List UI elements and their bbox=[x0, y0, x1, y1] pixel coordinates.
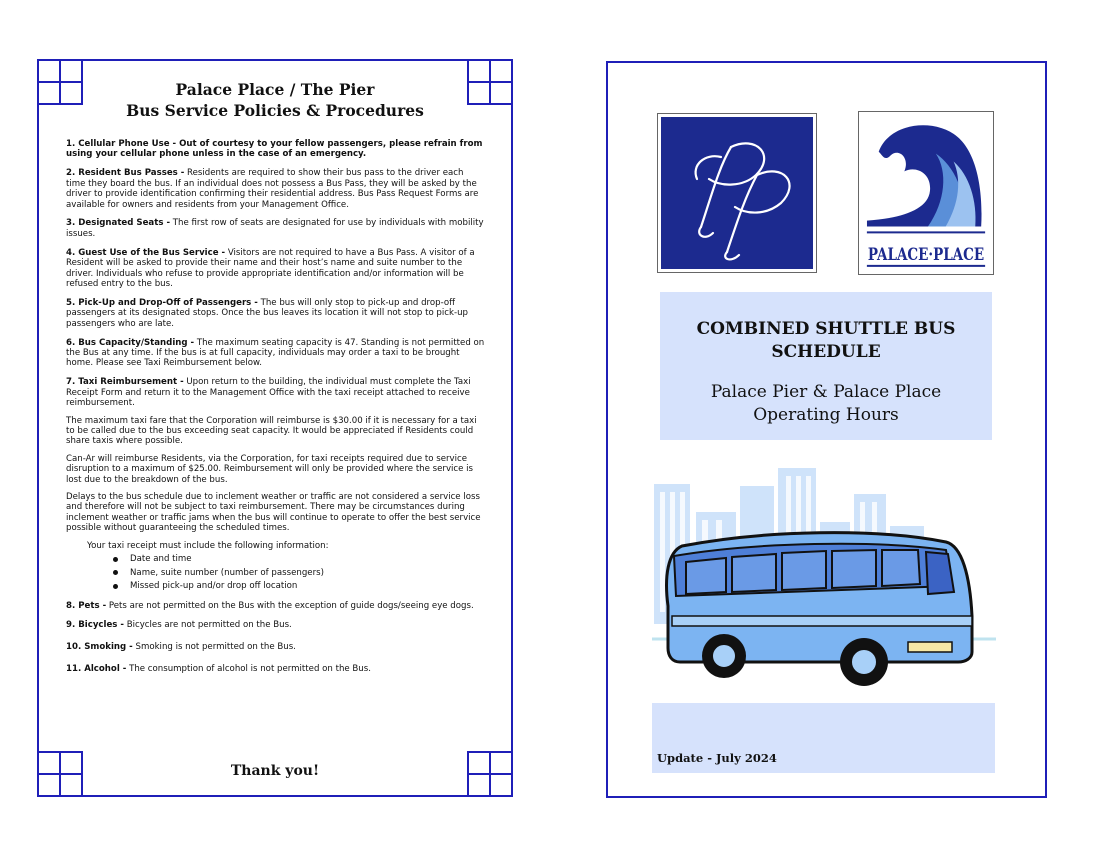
pp-monogram-icon bbox=[661, 117, 813, 269]
schedule-title bbox=[660, 318, 992, 364]
thank-you: Thank you! bbox=[230, 763, 320, 779]
policy-designated-seats bbox=[66, 218, 485, 239]
policy-text: Pets are not permitted on the Bus with the exception of guide dogs/seeing eye dogs. bbox=[106, 600, 474, 611]
cover-panel bbox=[606, 61, 1047, 798]
receipt-intro: Your taxi receipt must include the following information: bbox=[87, 540, 329, 551]
policy-heading: 2. Resident Bus Passes - bbox=[66, 168, 185, 179]
policy-heading: 5. Pick-Up and Drop-Off of Passengers - bbox=[66, 297, 258, 308]
palace-place-wave-logo bbox=[858, 111, 994, 275]
wave-logo-icon bbox=[859, 112, 993, 274]
policy-heading: 3. Designated Seats - bbox=[66, 218, 171, 229]
subtitle-line-1: Palace Pier & Palace Place bbox=[710, 382, 942, 402]
policy-taxi-reimbursement bbox=[66, 377, 485, 591]
policy-paragraph: The maximum taxi fare that the Corporation will reimburse is $30.00 if it is necessary for a taxi to be called due to the bus exceeding seat capacity. It would be appreciated if Residents could share taxis where possible. bbox=[66, 415, 477, 447]
policies-panel bbox=[37, 59, 513, 797]
policy-paragraph: Can-Ar will reimburse Residents, via the Corporation, for taxi receipts required due to service disruption to a maximum of $25.00. Reimbursement will only be provided where the service is lost due to the breakdown of the bus. bbox=[66, 453, 474, 485]
receipt-list bbox=[111, 554, 485, 592]
list-item: Missed pick-up and/or drop off location bbox=[111, 581, 485, 591]
policy-text: The first row of seats are designated for use by individuals with mobility issues. bbox=[66, 218, 484, 239]
policy-text: Bicycles are not permitted on the Bus. bbox=[123, 619, 292, 630]
policy-bicycles bbox=[66, 620, 485, 630]
policy-heading: 10. Smoking - bbox=[66, 641, 133, 652]
policy-pets bbox=[66, 601, 485, 611]
schedule-title-box bbox=[660, 292, 992, 440]
subtitle-line-2: Operating Hours bbox=[753, 405, 899, 425]
policy-guest-use bbox=[66, 248, 485, 290]
policy-text: Residents are required to show their bus pass to the driver each time they board the bus. If an individual does not possess a Bus Pass, they will be asked by the driver to provide identification confirming their residential address. Bus Pass Request Forms are available for owners and residents from your Management Office. bbox=[66, 168, 479, 210]
policy-pickup-dropoff bbox=[66, 298, 485, 329]
logo-wordmark: PALACE·PLACE bbox=[867, 243, 985, 264]
policy-heading: 6. Bus Capacity/Standing - bbox=[66, 337, 195, 348]
update-date: Update - July 2024 bbox=[657, 751, 777, 765]
update-box bbox=[652, 703, 995, 773]
policy-list bbox=[66, 139, 485, 683]
title-line-2: SCHEDULE bbox=[771, 342, 881, 362]
list-item: Date and time bbox=[111, 554, 485, 564]
title-line-2: Bus Service Policies & Procedures bbox=[126, 101, 424, 120]
policy-text: 1. Cellular Phone Use - Out of courtesy to your fellow passengers, please refrain from using your cellular phone unless in the case of an emergency. bbox=[66, 139, 483, 160]
policy-capacity bbox=[66, 338, 485, 369]
policy-text: The consumption of alcohol is not permitted on the Bus. bbox=[126, 664, 371, 675]
policy-heading: 9. Bicycles - bbox=[66, 619, 124, 630]
policy-cellular bbox=[66, 139, 485, 160]
policy-paragraph: Delays to the bus schedule due to inclement weather or traffic are not considered a service loss and therefore will not be subject to taxi reimbursement. There may be circumstances during inclement weather or traffic jams when the bus will continue to operate to offer the best service possible without guaranteeing the scheduled times. bbox=[66, 491, 481, 534]
policy-heading: 4. Guest Use of the Bus Service - bbox=[66, 247, 226, 258]
policy-alcohol bbox=[66, 664, 485, 674]
policy-text: Upon return to the building, the individual must complete the Taxi Receipt Form and return it to the Management Office with the taxi receipt attached to receive reimbursement. bbox=[66, 377, 471, 409]
policy-text: Visitors are not required to have a Bus Pass. A visitor of a Resident will be asked to provide their name and their host’s name and suite number to the driver. Individuals who refuse to provide appropriate identification and/or information will be refused entry to the bus. bbox=[66, 247, 475, 289]
title-line-1: Palace Place / The Pier bbox=[175, 80, 375, 99]
policies-title bbox=[39, 79, 511, 121]
policy-bus-passes bbox=[66, 168, 485, 210]
policy-heading: 8. Pets - bbox=[66, 600, 107, 611]
schedule-subtitle bbox=[660, 381, 992, 427]
bus-icon bbox=[646, 466, 1002, 693]
policy-heading: 7. Taxi Reimbursement - bbox=[66, 377, 184, 388]
list-item: Name, suite number (number of passengers) bbox=[111, 568, 485, 578]
policy-text: The bus will only stop to pick-up and drop-off passengers at its designated stops. Once the bus leaves its location it will not stop to pick-up passengers who are late. bbox=[66, 297, 468, 329]
title-line-1: COMBINED SHUTTLE BUS bbox=[696, 319, 956, 339]
policy-text: Smoking is not permitted on the Bus. bbox=[132, 641, 296, 652]
pp-monogram-logo bbox=[657, 113, 817, 273]
bus-illustration bbox=[646, 466, 1002, 693]
policy-text: The maximum seating capacity is 47. Standing is not permitted on the Bus at any time. If the bus is at full capacity, individuals may order a taxi to be brought home. Please see Taxi Reimbursement below. bbox=[66, 337, 485, 369]
policy-heading: 11. Alcohol - bbox=[66, 664, 127, 675]
policy-smoking bbox=[66, 642, 485, 652]
